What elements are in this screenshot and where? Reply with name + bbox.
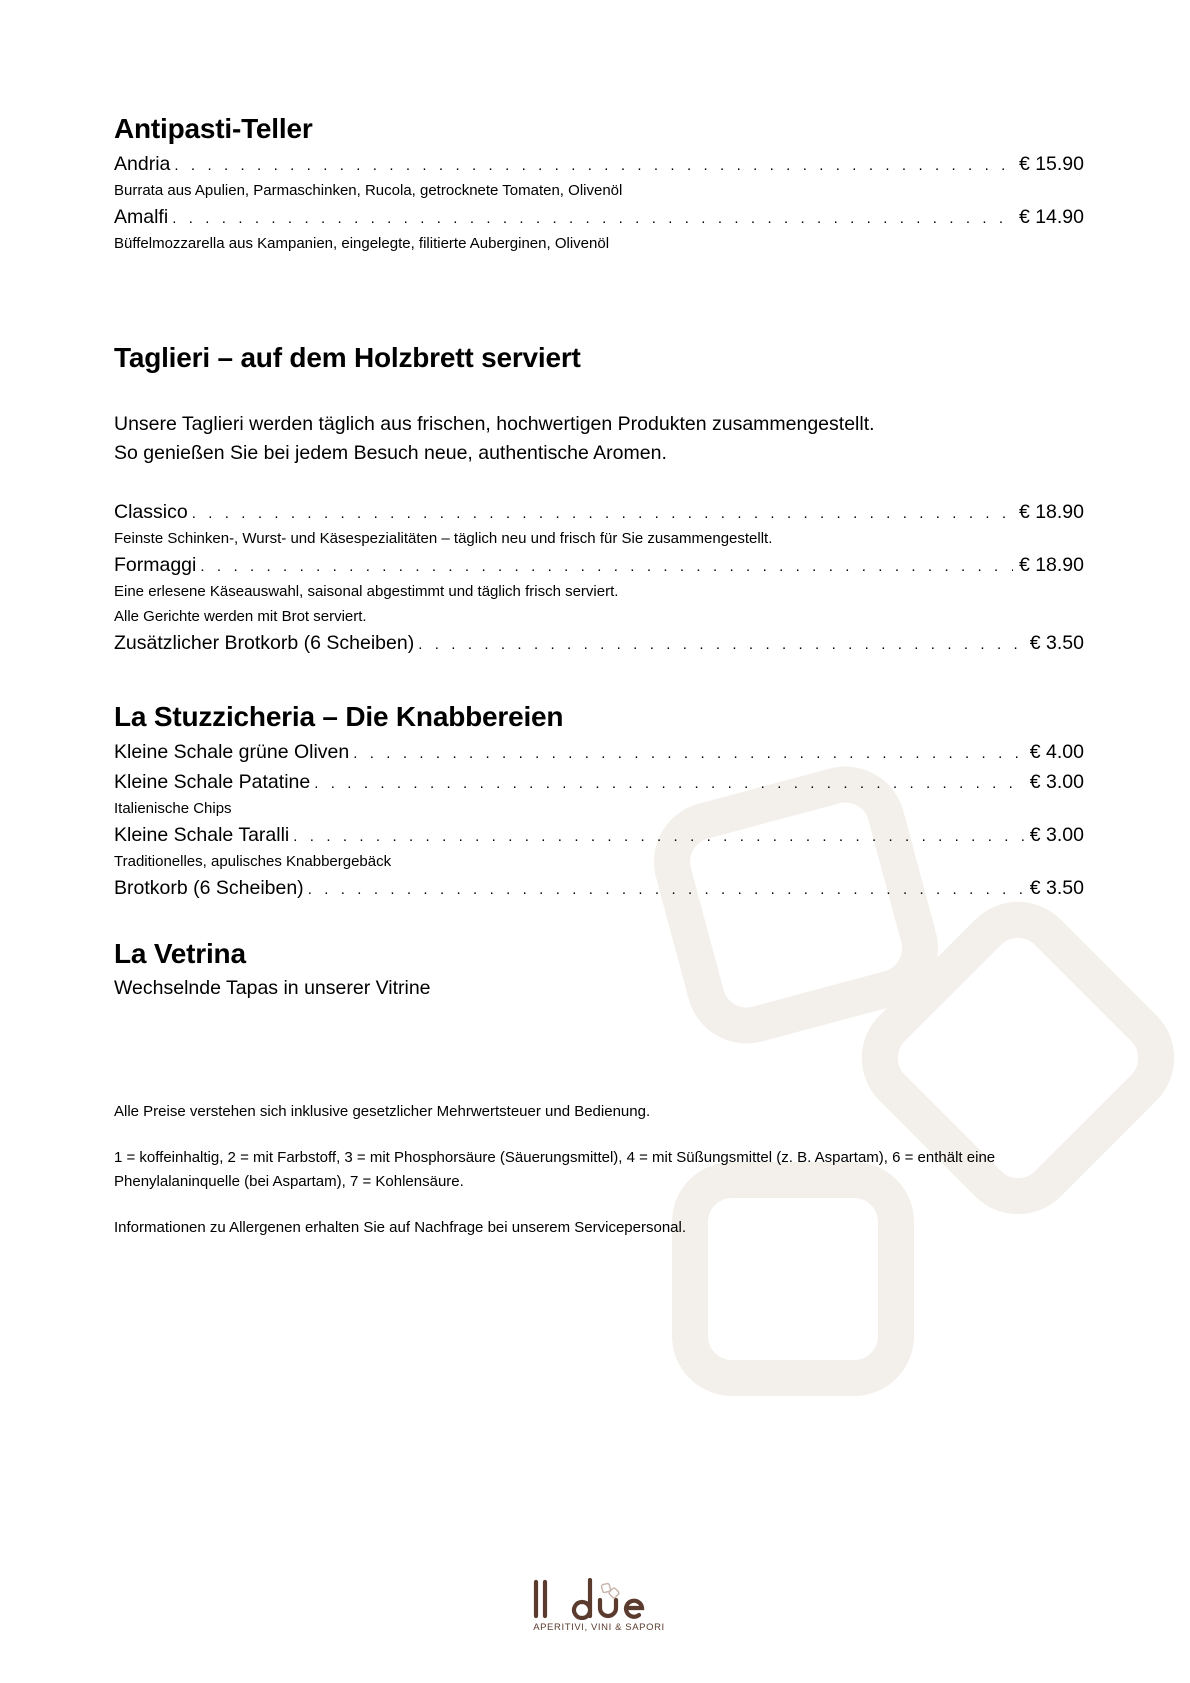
- item-description: Italienische Chips: [114, 800, 232, 817]
- item-price: € 3.50: [1029, 632, 1084, 654]
- vetrina-heading: La Vetrina: [114, 938, 246, 969]
- leader-dots: [174, 153, 1013, 179]
- leader-dots: [314, 771, 1024, 797]
- menu-item-taralli: [114, 822, 1084, 850]
- vetrina-section: [114, 937, 1084, 1001]
- leader-dots: [353, 741, 1024, 767]
- footnotes: [114, 1100, 1084, 1262]
- item-name: Brotkorb (6 Scheiben): [114, 877, 304, 899]
- item-price: € 4.00: [1029, 741, 1084, 763]
- taglieri-intro: [114, 410, 1084, 468]
- intro-line: Unsere Taglieri werden täglich aus frischen, hochwertigen Produkten zusammengestellt.: [114, 413, 875, 435]
- stacked-squares-icon: [601, 1583, 620, 1599]
- item-price: € 3.50: [1029, 877, 1084, 899]
- menu-item-olives: [114, 739, 1084, 767]
- vetrina-subtitle-text: Wechselnde Tapas in unserer Vitrine: [114, 977, 431, 999]
- antipasti-section: [114, 112, 1084, 257]
- stuzzicheria-heading: La Stuzzicheria – Die Knabbereien: [114, 701, 564, 732]
- menu-item-classico: [114, 499, 1084, 527]
- leader-dots: [308, 877, 1024, 903]
- leader-dots: [172, 206, 1013, 232]
- item-price: € 3.00: [1029, 824, 1084, 846]
- item-price: € 18.90: [1018, 554, 1084, 576]
- item-name: Classico: [114, 501, 188, 523]
- item-description: Burrata aus Apulien, Parmaschinken, Rucola, getrocknete Tomaten, Olivenöl: [114, 182, 623, 199]
- item-description: Büffelmozzarella aus Kampanien, eingelegte, filitierte Auberginen, Olivenöl: [114, 235, 610, 252]
- menu-item-patatine: [114, 769, 1084, 797]
- leader-dots: [200, 554, 1013, 580]
- intro-line: So genießen Sie bei jedem Besuch neue, authentische Aromen.: [114, 442, 667, 464]
- item-price: € 15.90: [1018, 153, 1084, 175]
- antipasti-heading: Antipasti-Teller: [114, 113, 313, 144]
- menu-item-extra-bread: [114, 630, 1084, 658]
- item-name: Kleine Schale Taralli: [114, 824, 290, 846]
- menu-item-andria: [114, 151, 1084, 179]
- stuzzicheria-section: [114, 700, 1084, 903]
- logo-tagline: APERITIVI, VINI & SAPORI: [533, 1622, 665, 1633]
- item-description: Feinste Schinken-, Wurst- und Käsespezialitäten – täglich neu und frisch für Sie zusammengestellt.: [114, 530, 773, 547]
- item-name: Formaggi: [114, 554, 197, 576]
- menu-item-amalfi: [114, 204, 1084, 232]
- item-description: Eine erlesene Käseauswahl, saisonal abgestimmt und täglich frisch serviert.: [114, 583, 619, 600]
- allergen-note: Informationen zu Allergenen erhalten Sie auf Nachfrage bei unserem Servicepersonal.: [114, 1219, 687, 1236]
- menu-item-formaggi: [114, 552, 1084, 580]
- item-name: Amalfi: [114, 206, 169, 228]
- additives-line: Phenylalaninquelle (bei Aspartam), 7 = Kohlensäure.: [114, 1173, 464, 1190]
- menu-item-bread-basket: [114, 875, 1084, 903]
- bread-note: Alle Gerichte werden mit Brot serviert.: [114, 608, 367, 625]
- vetrina-subtitle: [114, 975, 1084, 1001]
- item-name: Andria: [114, 153, 171, 175]
- additives-note: [114, 1146, 1084, 1194]
- price-note: Alle Preise verstehen sich inklusive gesetzlicher Mehrwertsteuer und Bedienung.: [114, 1103, 651, 1120]
- item-price: € 3.00: [1029, 771, 1084, 793]
- il-due-logo: [532, 1578, 666, 1620]
- item-price: € 18.90: [1018, 501, 1084, 523]
- item-name: Kleine Schale grüne Oliven: [114, 741, 350, 763]
- taglieri-section: [114, 341, 1084, 658]
- leader-dots: [293, 824, 1024, 850]
- leader-dots: [418, 632, 1024, 658]
- additives-line: 1 = koffeinhaltig, 2 = mit Farbstoff, 3 = mit Phosphorsäure (Säuerungsmittel), 4 = mit Süßungsmittel (z. B. Aspartam), 6 = enthält eine: [114, 1149, 996, 1166]
- brand-logo: [531, 1578, 667, 1638]
- item-price: € 14.90: [1018, 206, 1084, 228]
- item-name: Zusätzlicher Brotkorb (6 Scheiben): [114, 632, 415, 654]
- item-description: Traditionelles, apulisches Knabbergebäck: [114, 853, 392, 870]
- taglieri-heading: Taglieri – auf dem Holzbrett serviert: [114, 342, 581, 373]
- item-name: Kleine Schale Patatine: [114, 771, 311, 793]
- leader-dots: [192, 501, 1013, 527]
